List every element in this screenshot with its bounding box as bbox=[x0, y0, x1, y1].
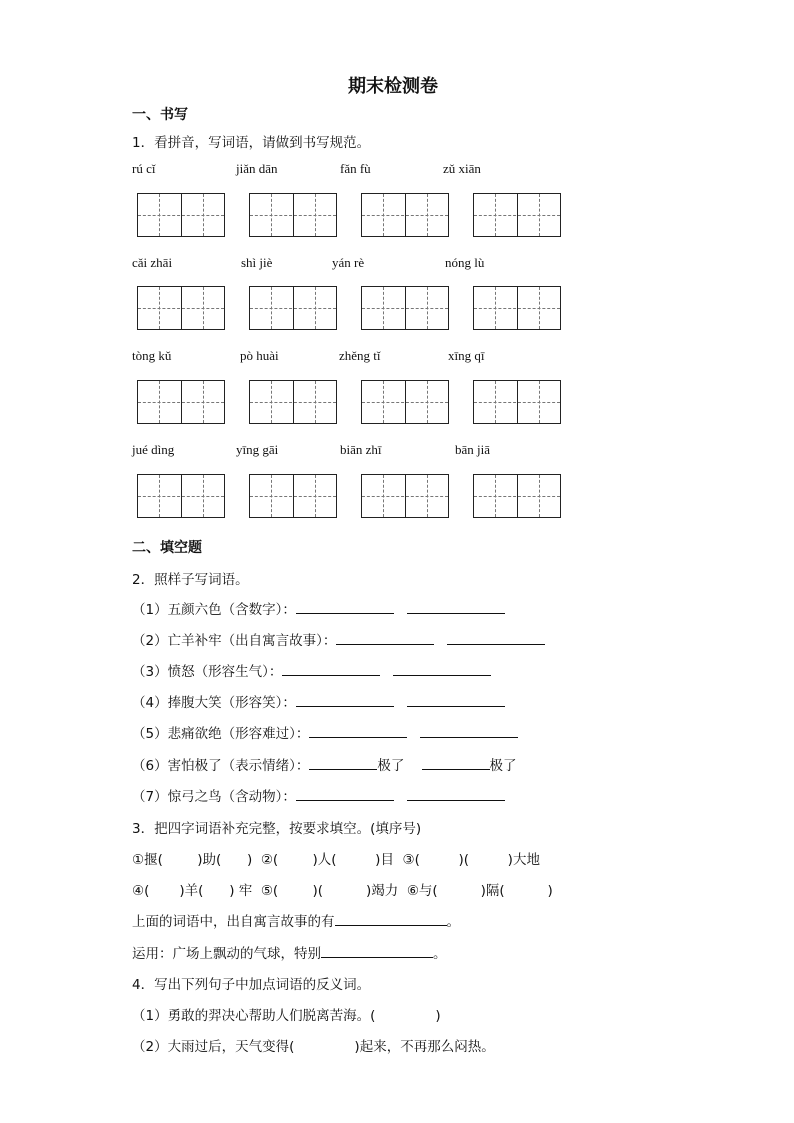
answer-blank[interactable] bbox=[309, 757, 377, 770]
writing-box[interactable] bbox=[361, 474, 449, 518]
q2-item-label: （1）五颜六色（含数字）： bbox=[132, 602, 296, 618]
answer-blank[interactable] bbox=[335, 913, 447, 926]
answer-blank[interactable] bbox=[393, 663, 491, 676]
answer-blank[interactable] bbox=[282, 663, 380, 676]
writing-box[interactable] bbox=[249, 380, 337, 424]
q4-item-1: （1）勇敢的羿决心帮助人们脱离苦海。( ) bbox=[132, 1008, 441, 1024]
pinyin-label: zhěng tǐ bbox=[339, 348, 381, 363]
q2-item-4 bbox=[132, 691, 505, 711]
writing-box[interactable] bbox=[137, 286, 225, 330]
writing-box[interactable] bbox=[361, 380, 449, 424]
pinyin-label: fǎn fù bbox=[340, 161, 371, 176]
q3-line-3 bbox=[132, 910, 460, 930]
pinyin-label: nóng lù bbox=[445, 255, 485, 270]
pinyin-label: shì jiè bbox=[241, 255, 273, 270]
pinyin-label: jué dìng bbox=[132, 442, 175, 457]
pinyin-label: pò huài bbox=[240, 348, 279, 363]
answer-blank[interactable] bbox=[447, 632, 545, 645]
q3-line-3-prefix: 上面的词语中，出自寓言故事的有 bbox=[132, 914, 335, 930]
pinyin-label: bān jiā bbox=[455, 442, 491, 457]
q2-item-label: （2）亡羊补牢（出自寓言故事）： bbox=[132, 633, 337, 649]
pinyin-label: cǎi zhāi bbox=[132, 255, 173, 270]
q2-item-2 bbox=[132, 629, 545, 649]
writing-box[interactable] bbox=[473, 380, 561, 424]
question-4: 4．写出下列句子中加点词语的反义词。 bbox=[132, 977, 371, 993]
pinyin-label: zǔ xiān bbox=[443, 161, 481, 176]
answer-blank[interactable] bbox=[407, 601, 505, 614]
q2-item-label: （6）害怕极了（表示情绪）： bbox=[132, 758, 310, 774]
question-1: 1．看拼音，写词语，请做到书写规范。 bbox=[132, 135, 371, 151]
writing-box[interactable] bbox=[361, 193, 449, 237]
writing-box[interactable] bbox=[137, 474, 225, 518]
q2-item-6 bbox=[132, 754, 517, 774]
q2-item-label: （3）愤怒（形容生气）： bbox=[132, 664, 283, 680]
page-title: 期末检测卷 bbox=[348, 76, 438, 97]
answer-blank[interactable] bbox=[321, 945, 433, 958]
q4-item-2: （2）大雨过后，天气变得( )起来，不再那么闷热。 bbox=[132, 1039, 495, 1055]
q2-item-5 bbox=[132, 722, 518, 742]
period: 。 bbox=[433, 946, 447, 962]
answer-blank[interactable] bbox=[420, 725, 518, 738]
answer-blank[interactable] bbox=[336, 632, 434, 645]
question-2: 2．照样子写词语。 bbox=[132, 572, 249, 588]
pinyin-label: jiǎn dān bbox=[236, 161, 278, 176]
writing-box[interactable] bbox=[137, 193, 225, 237]
period: 。 bbox=[446, 914, 460, 930]
pinyin-label: yán rè bbox=[332, 255, 365, 270]
writing-box[interactable] bbox=[473, 286, 561, 330]
q3-line-4-prefix: 运用：广场上飘动的气球，特别 bbox=[132, 946, 321, 962]
writing-box[interactable] bbox=[249, 193, 337, 237]
writing-box[interactable] bbox=[137, 380, 225, 424]
q2-item-3 bbox=[132, 660, 491, 680]
q2-item-label: （7）惊弓之鸟（含动物）： bbox=[132, 789, 296, 805]
answer-blank[interactable] bbox=[296, 694, 394, 707]
answer-blank[interactable] bbox=[296, 788, 394, 801]
writing-box[interactable] bbox=[249, 474, 337, 518]
section-heading-writing: 一、书写 bbox=[132, 107, 188, 123]
q2-item-7 bbox=[132, 785, 505, 805]
pinyin-label: xīng qī bbox=[448, 348, 485, 363]
writing-box[interactable] bbox=[249, 286, 337, 330]
suffix-text: 极了 bbox=[377, 758, 405, 774]
q2-item-label: （5）悲痛欲绝（形容难过）： bbox=[132, 726, 310, 742]
answer-blank[interactable] bbox=[422, 757, 490, 770]
q3-row-2: ④( )羊( ) 牢 ⑤( )( )竭力 ⑥与( )隔( ) bbox=[132, 883, 553, 899]
pinyin-label: yīng gāi bbox=[236, 442, 279, 457]
q3-row-1: ①揠( )助( ) ②( )人( )目 ③( )( )大地 bbox=[132, 852, 540, 868]
pinyin-label: biān zhī bbox=[340, 442, 382, 457]
writing-box[interactable] bbox=[473, 474, 561, 518]
answer-blank[interactable] bbox=[407, 788, 505, 801]
q2-item-1 bbox=[132, 598, 505, 618]
writing-box[interactable] bbox=[473, 193, 561, 237]
writing-box[interactable] bbox=[361, 286, 449, 330]
answer-blank[interactable] bbox=[309, 725, 407, 738]
pinyin-label: tòng kǔ bbox=[132, 348, 172, 363]
question-3: 3．把四字词语补充完整，按要求填空。(填序号) bbox=[132, 821, 422, 837]
q3-line-4 bbox=[132, 942, 447, 962]
pinyin-label: rú cǐ bbox=[132, 161, 156, 176]
suffix-text: 极了 bbox=[489, 758, 517, 774]
answer-blank[interactable] bbox=[407, 694, 505, 707]
section-heading-fill: 二、填空题 bbox=[132, 540, 202, 556]
q2-item-label: （4）捧腹大笑（形容笑）： bbox=[132, 695, 296, 711]
answer-blank[interactable] bbox=[296, 601, 394, 614]
